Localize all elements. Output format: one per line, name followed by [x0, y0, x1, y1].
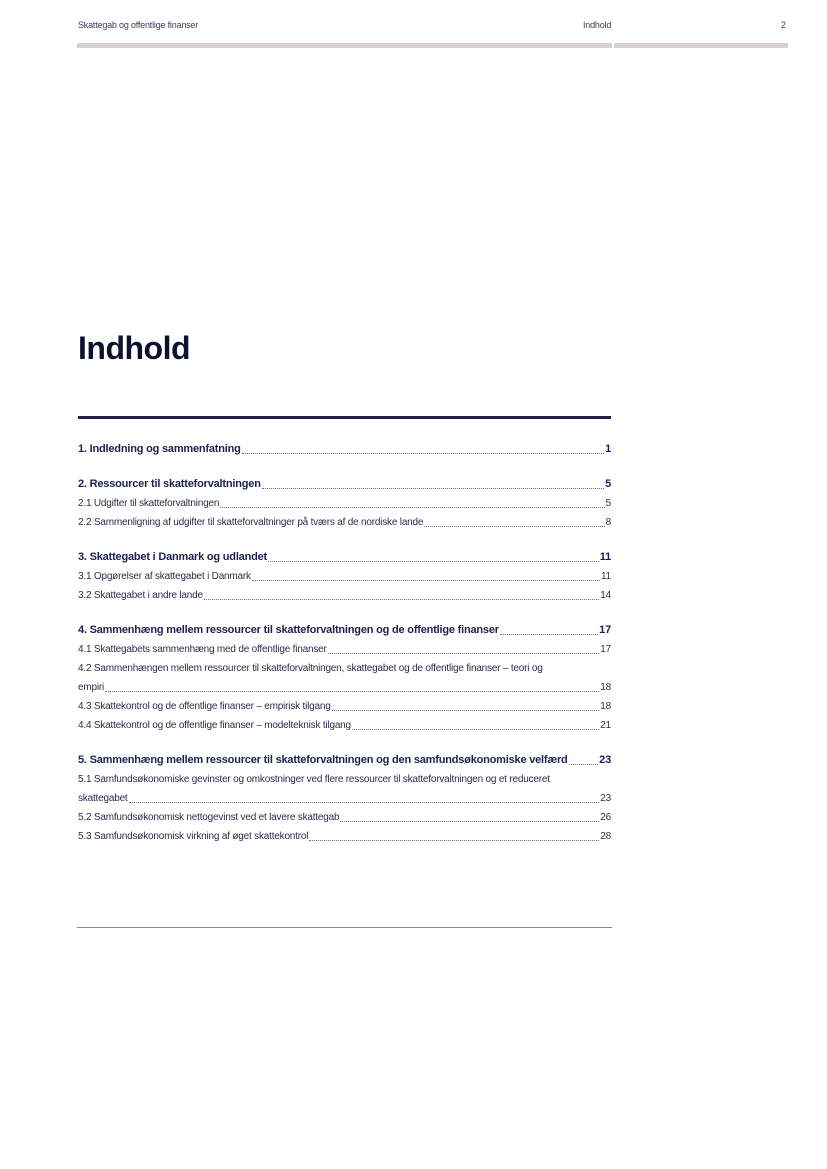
running-header-section: Indhold	[583, 20, 612, 30]
toc-entry-page: 14	[600, 590, 611, 601]
toc-entry-page: 1	[605, 443, 611, 455]
toc-entry-title: 5.3 Samfundsøkonomisk virkning af øget skattekontrol	[78, 831, 309, 842]
toc-entry-title: 1. Indledning og sammenfatning	[78, 443, 241, 455]
toc-entry-page: 21	[600, 720, 611, 731]
toc-leader	[352, 728, 599, 730]
toc-entry-page: 8	[605, 517, 611, 528]
toc-leader	[252, 579, 600, 581]
toc-entry-page: 26	[600, 812, 611, 823]
toc-leader	[332, 709, 600, 711]
toc-section-1	[78, 440, 611, 459]
toc-leader	[204, 598, 599, 600]
toc-subentry[interactable]	[78, 513, 611, 532]
toc-entry-page: 23	[599, 754, 611, 766]
toc-leader	[242, 452, 604, 454]
toc-subentry-tail	[78, 789, 611, 808]
toc-entry-title-line2: empiri	[78, 682, 105, 693]
toc-entry-page: 17	[599, 624, 611, 636]
toc-entry-page: 18	[600, 682, 611, 693]
toc-entry[interactable]	[78, 621, 611, 640]
toc-entry-title: 2. Ressourcer til skatteforvaltningen	[78, 478, 261, 490]
toc-entry-title: 4.3 Skattekontrol og de offentlige finanser – empirisk tilgang	[78, 701, 331, 712]
toc-entry[interactable]	[78, 475, 611, 494]
title-rule	[78, 416, 611, 419]
toc-section-3	[78, 548, 611, 605]
toc-leader	[262, 487, 604, 489]
toc-entry-title: 3.2 Skattegabet i andre lande	[78, 590, 203, 601]
toc-leader	[424, 525, 604, 527]
toc-entry-page: 17	[600, 644, 611, 655]
table-of-contents	[78, 440, 611, 862]
toc-subentry-tail	[78, 678, 611, 697]
toc-entry-title: 5.2 Samfundsøkonomisk nettogevinst ved et lavere skattegab	[78, 812, 340, 823]
toc-subentry-multiline[interactable]	[78, 659, 611, 697]
toc-leader	[220, 506, 604, 508]
running-header-title: Skattegab og offentlige finanser	[78, 20, 199, 30]
toc-subentry[interactable]	[78, 567, 611, 586]
toc-entry-page: 18	[600, 701, 611, 712]
toc-entry[interactable]	[78, 440, 611, 459]
toc-entry-page: 28	[600, 831, 611, 842]
toc-entry-title: 3. Skattegabet i Danmark og udlandet	[78, 551, 268, 563]
toc-leader	[129, 801, 600, 803]
toc-entry[interactable]	[78, 751, 611, 770]
toc-entry-title: 3.1 Opgørelser af skattegabet i Danmark	[78, 571, 251, 582]
toc-leader	[328, 652, 600, 654]
toc-entry-page: 23	[600, 793, 611, 804]
toc-leader	[340, 820, 599, 822]
toc-subentry[interactable]	[78, 716, 611, 735]
toc-entry-page: 11	[601, 571, 611, 582]
toc-entry-page: 11	[599, 551, 611, 563]
toc-entry-title: 2.1 Udgifter til skatteforvaltningen	[78, 498, 220, 509]
toc-entry-title-line1: 5.1 Samfundsøkonomiske gevinster og omkostninger ved flere ressourcer til skatteforvaltningen og et reduceret	[78, 774, 550, 785]
toc-entry-page: 5	[605, 478, 611, 490]
toc-entry-title: 4.4 Skattekontrol og de offentlige finanser – modelteknisk tilgang	[78, 720, 351, 731]
toc-subentry[interactable]	[78, 494, 611, 513]
toc-subentry[interactable]	[78, 827, 611, 846]
toc-entry-title: 5. Sammenhæng mellem ressourcer til skatteforvaltningen og den samfundsøkonomiske velfærd	[78, 754, 568, 766]
toc-subentry[interactable]	[78, 697, 611, 716]
toc-entry-title: 4.1 Skattegabets sammenhæng med de offentlige finanser	[78, 644, 327, 655]
header-rule	[77, 43, 788, 48]
bottom-rule	[77, 927, 612, 928]
toc-subentry[interactable]	[78, 586, 611, 605]
toc-entry-title-line1: 4.2 Sammenhængen mellem ressourcer til skatteforvaltningen, skattegabet og de offentlige finanser – teori og	[78, 663, 543, 674]
toc-subentry[interactable]	[78, 808, 611, 827]
toc-entry-title-line2: skattegabet	[78, 793, 128, 804]
toc-entry[interactable]	[78, 548, 611, 567]
page-number: 2	[781, 20, 786, 30]
page-title: Indhold	[78, 330, 191, 366]
toc-leader	[569, 763, 599, 765]
toc-leader	[309, 839, 599, 841]
toc-leader	[500, 633, 598, 635]
toc-entry-title: 4. Sammenhæng mellem ressourcer til skatteforvaltningen og de offentlige finanser	[78, 624, 499, 636]
toc-section-4	[78, 621, 611, 735]
toc-subentry[interactable]	[78, 640, 611, 659]
toc-subentry-multiline[interactable]	[78, 770, 611, 808]
toc-section-2	[78, 475, 611, 532]
toc-leader	[268, 560, 599, 562]
toc-section-5	[78, 751, 611, 846]
toc-leader	[105, 690, 599, 692]
toc-entry-page: 5	[605, 498, 611, 509]
toc-entry-title: 2.2 Sammenligning af udgifter til skatteforvaltninger på tværs af de nordiske lande	[78, 517, 424, 528]
